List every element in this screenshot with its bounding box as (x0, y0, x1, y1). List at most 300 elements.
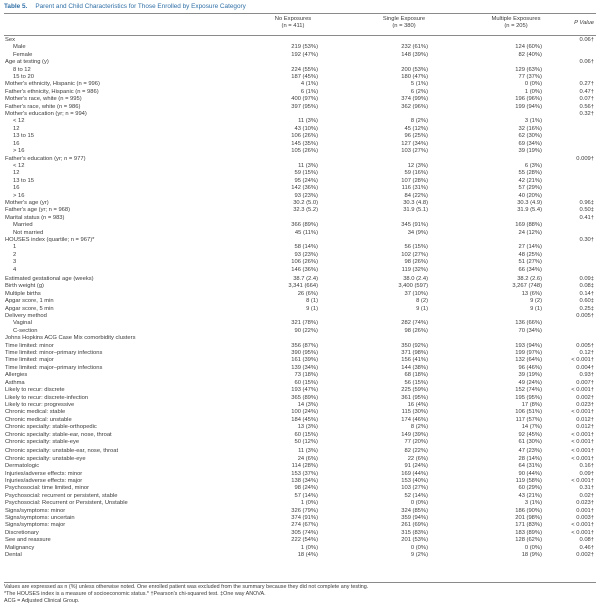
cell-no-exposures: 45 (11%) (294, 229, 318, 236)
cell-no-exposures: 305 (74%) (291, 529, 318, 536)
col-no-exposures-n: (n = 411) (281, 23, 305, 29)
cell-single-exposure: 52 (14%) (404, 492, 428, 499)
cell-single-exposure: 38.0 (2.4) (403, 276, 428, 282)
cell-single-exposure: 0 (0%) (410, 500, 428, 507)
cell-single-exposure: 30.3 (4.8) (403, 199, 428, 206)
table-row (0, 230, 600, 237)
cell-no-exposures: 193 (47%) (291, 387, 318, 394)
table-row (0, 306, 600, 313)
table-row (0, 350, 600, 357)
cell-no-exposures: 60 (15%) (294, 379, 318, 386)
cell-p-value: 0.06† (579, 59, 594, 66)
cell-no-exposures: 390 (95%) (291, 350, 318, 357)
cell-multiple-exposures: 90 (44%) (518, 470, 542, 477)
table-body (0, 37, 600, 559)
cell-single-exposure: 9 (1) (416, 305, 428, 312)
cell-p-value: 0.93† (579, 372, 594, 379)
cell-multiple-exposures: 62 (30%) (518, 133, 542, 140)
table-row (0, 178, 600, 185)
cell-multiple-exposures: 0 (0%) (524, 544, 542, 551)
table-row (0, 74, 600, 81)
table-row (0, 552, 600, 559)
cell-p-value: < 0.001† (571, 438, 594, 445)
table-row (0, 52, 600, 59)
cell-p-value: 0.023† (576, 401, 594, 408)
row-label: Mother's age (yr) (5, 199, 49, 206)
cell-p-value: 0.001† (576, 507, 594, 514)
table-row (0, 335, 600, 342)
cell-multiple-exposures: 60 (29%) (518, 485, 542, 492)
table-row (0, 298, 600, 305)
cell-no-exposures: 58 (14%) (294, 244, 318, 251)
cell-single-exposure: 77 (20%) (404, 438, 428, 445)
row-label: 2 (13, 251, 17, 258)
row-label: 3 (13, 259, 17, 266)
row-label: Chronic specialty: stable-orthopedic (5, 424, 97, 431)
cell-single-exposure: 282 (74%) (401, 320, 428, 327)
table-row (0, 185, 600, 192)
table-row (0, 395, 600, 402)
col-multiple-exposures-header (484, 16, 548, 30)
cell-no-exposures: 3,341 (664) (288, 283, 318, 290)
cell-multiple-exposures: 171 (83%) (515, 522, 542, 529)
table-row (0, 104, 600, 111)
row-label: Injuries/adverse effects: major (5, 477, 83, 484)
cell-no-exposures: 114 (28%) (291, 463, 318, 470)
cell-no-exposures: 8 (1) (306, 298, 318, 305)
table-row (0, 439, 600, 446)
table-row (0, 126, 600, 133)
cell-no-exposures: 26 (6%) (297, 290, 318, 297)
row-label: Multiple births (5, 290, 41, 297)
row-label: Chronic specialty: unstable-eye (5, 455, 86, 462)
table-row (0, 456, 600, 463)
cell-no-exposures: 192 (47%) (291, 51, 318, 58)
footnote-line: ACG = Adjusted Clinical Group. (4, 598, 80, 605)
row-label: Not married (13, 229, 44, 236)
cell-p-value: 0.07† (579, 96, 594, 103)
table-row (0, 81, 600, 88)
cell-single-exposure: 8 (2) (416, 298, 428, 305)
cell-no-exposures: 146 (36%) (291, 266, 318, 273)
cell-p-value: 0.08† (579, 537, 594, 544)
cell-multiple-exposures: 32 (16%) (518, 125, 542, 132)
cell-no-exposures: 100 (24%) (291, 409, 318, 416)
cell-multiple-exposures: 30.3 (4.9) (517, 199, 542, 206)
cell-single-exposure: 169 (44%) (401, 470, 428, 477)
cell-single-exposure: 31.9 (5.1) (403, 207, 428, 214)
cell-multiple-exposures: 27 (14%) (518, 244, 542, 251)
table-row (0, 372, 600, 379)
cell-single-exposure: 359 (94%) (401, 515, 428, 521)
cell-p-value: 0.50‡ (579, 207, 594, 214)
cell-single-exposure: 180 (47%) (401, 74, 428, 81)
cell-no-exposures: 222 (54%) (291, 537, 318, 544)
row-label: Married (13, 222, 33, 229)
row-label: 16 (13, 140, 20, 147)
table-row (0, 493, 600, 500)
cell-p-value: < 0.001† (571, 448, 594, 455)
row-label: Signs/symptoms: minor (5, 507, 66, 514)
cell-single-exposure: 56 (15%) (404, 379, 428, 386)
col-multiple-exposures-n: (n = 205) (504, 23, 528, 29)
col-multiple-exposures-title: Multiple Exposures (491, 16, 541, 22)
table-row (0, 44, 600, 51)
row-label: Likely to recur: discrete-infection (5, 394, 89, 401)
cell-p-value: 0.002† (576, 394, 594, 401)
cell-multiple-exposures: 14 (7%) (521, 424, 542, 431)
cell-multiple-exposures: 124 (60%) (515, 44, 542, 51)
table-row (0, 365, 600, 372)
cell-multiple-exposures: 64 (31%) (518, 463, 542, 470)
cell-no-exposures: 6 (1%) (300, 88, 318, 95)
row-label: Marital status (n = 983) (5, 214, 65, 221)
cell-multiple-exposures: 47 (23%) (518, 448, 542, 455)
row-label: Delivery method (5, 313, 47, 320)
cell-single-exposure: 350 (92%) (401, 342, 428, 349)
row-label: 1 (13, 244, 17, 251)
row-label: Likely to recur: discrete (5, 387, 65, 394)
table-row (0, 156, 600, 163)
col-single-exposure-title: Single Exposure (382, 16, 426, 22)
cell-no-exposures: 400 (97%) (291, 96, 318, 103)
row-label: Discretionary (5, 529, 39, 536)
row-label: Father's age (yr; n = 968) (5, 207, 71, 214)
cell-multiple-exposures: 49 (24%) (518, 379, 542, 386)
cell-p-value: < 0.001† (571, 529, 594, 536)
cell-multiple-exposures: 38.2 (2.6) (517, 276, 542, 282)
row-label: 16 (13, 185, 20, 192)
table-row (0, 207, 600, 214)
row-label: Female (13, 51, 33, 58)
cell-p-value: 0.02† (579, 492, 594, 499)
row-label: Father's education (yr; n = 977) (5, 155, 86, 162)
cell-multiple-exposures: 92 (45%) (518, 431, 542, 438)
table-row (0, 537, 600, 544)
cell-p-value: 0.47† (579, 88, 594, 95)
cell-multiple-exposures: 106 (51%) (515, 409, 542, 416)
row-label: Estimated gestational age (weeks) (5, 276, 94, 282)
cell-single-exposure: 12 (3%) (407, 162, 428, 169)
table-row (0, 515, 600, 522)
cell-single-exposure: 153 (40%) (401, 477, 428, 484)
cell-multiple-exposures: 199 (94%) (515, 103, 542, 110)
cell-no-exposures: 4 (1%) (300, 81, 318, 88)
row-label: Asthma (5, 379, 25, 386)
cell-no-exposures: 60 (15%) (294, 431, 318, 438)
cell-no-exposures: 43 (10%) (294, 125, 318, 132)
row-label: Injuries/adverse effects: minor (5, 470, 83, 477)
table-row (0, 111, 600, 118)
table-row (0, 313, 600, 320)
cell-single-exposure: 0 (0%) (410, 544, 428, 551)
cell-no-exposures: 321 (78%) (291, 320, 318, 327)
table-row (0, 471, 600, 478)
cell-multiple-exposures: 24 (12%) (518, 229, 542, 236)
row-label: Dermatologic (5, 463, 40, 470)
cell-multiple-exposures: 152 (74%) (515, 387, 542, 394)
cell-multiple-exposures: 39 (19%) (518, 372, 542, 379)
cell-p-value: 0.005† (576, 313, 594, 320)
cell-multiple-exposures: 9 (2) (530, 298, 542, 305)
row-label: Age at testing (y) (5, 59, 49, 66)
table-row (0, 432, 600, 439)
table-row (0, 328, 600, 335)
cell-single-exposure: 127 (34%) (401, 140, 428, 147)
cell-multiple-exposures: 69 (34%) (518, 140, 542, 147)
row-label: Signs/symptoms: uncertain (5, 515, 75, 521)
cell-no-exposures: 38.7 (2.4) (293, 276, 318, 282)
table-row (0, 485, 600, 492)
cell-multiple-exposures: 169 (88%) (515, 222, 542, 229)
row-label: Mother's ethnicity, Hispanic (n = 996) (5, 81, 100, 88)
table-row (0, 89, 600, 96)
cell-single-exposure: 102 (27%) (401, 251, 428, 258)
table-row (0, 276, 600, 283)
cell-multiple-exposures: 136 (66%) (515, 320, 542, 327)
row-label: Time limited: major–primary infections (5, 364, 103, 371)
cell-p-value: 0.25‡ (579, 305, 594, 312)
row-label: 13 to 15 (13, 133, 34, 140)
cell-p-value: < 0.001† (571, 455, 594, 462)
row-label: > 16 (13, 148, 25, 155)
table-row (0, 291, 600, 298)
table-row (0, 237, 600, 244)
footnote-line: Values are expressed as n (%) unless otherwise noted. One enrolled patient was excluded from the summary because they did not complete any testing. (4, 584, 369, 590)
cell-p-value: 0.56† (579, 103, 594, 110)
cell-single-exposure: 374 (99%) (401, 96, 428, 103)
table-row (0, 96, 600, 103)
cell-p-value: 0.004† (576, 364, 594, 371)
cell-multiple-exposures: 40 (20%) (518, 192, 542, 199)
cell-single-exposure: 115 (30%) (401, 409, 428, 416)
table-row (0, 37, 600, 44)
table-row (0, 448, 600, 455)
cell-single-exposure: 119 (32%) (401, 266, 428, 273)
cell-p-value: 0.012† (576, 416, 594, 423)
table-row (0, 343, 600, 350)
cell-single-exposure: 16 (4%) (407, 401, 428, 408)
row-label: Father's race, white (n = 986) (5, 103, 81, 110)
cell-multiple-exposures: 51 (27%) (518, 259, 542, 266)
table-row (0, 259, 600, 266)
cell-p-value: 0.30† (579, 236, 594, 243)
cell-multiple-exposures: 117 (57%) (515, 416, 542, 423)
row-label: Psychosocial: Recurrent or Persistent, Unstable (5, 500, 128, 507)
cell-p-value: < 0.001† (571, 431, 594, 438)
cell-no-exposures: 93 (23%) (294, 251, 318, 258)
row-label: Mother's education (yr; n = 994) (5, 111, 87, 118)
cell-no-exposures: 153 (37%) (291, 470, 318, 477)
cell-single-exposure: 9 (2%) (410, 552, 428, 559)
cell-p-value: 0.16† (579, 463, 594, 470)
cell-single-exposure: 149 (39%) (401, 431, 428, 438)
cell-p-value: < 0.001† (571, 387, 594, 394)
row-label: Male (13, 44, 26, 51)
cell-p-value: 0.023† (576, 500, 594, 507)
cell-no-exposures: 13 (3%) (297, 424, 318, 431)
table-row (0, 267, 600, 274)
table-row (0, 508, 600, 515)
cell-no-exposures: 187 (45%) (291, 74, 318, 81)
cell-single-exposure: 156 (41%) (401, 357, 428, 364)
cell-no-exposures: 106 (26%) (291, 133, 318, 140)
cell-no-exposures: 184 (45%) (291, 416, 318, 423)
cell-multiple-exposures: 82 (40%) (518, 51, 542, 58)
row-label: > 16 (13, 192, 25, 199)
row-label: Sex (5, 37, 15, 43)
cell-multiple-exposures: 199 (97%) (515, 350, 542, 357)
cell-single-exposure: 200 (53%) (401, 66, 428, 73)
cell-multiple-exposures: 70 (34%) (518, 327, 542, 334)
row-label: Time limited: major (5, 357, 54, 364)
cell-no-exposures: 142 (36%) (291, 185, 318, 192)
cell-multiple-exposures: 128 (62%) (515, 537, 542, 544)
table-row (0, 67, 600, 74)
cell-multiple-exposures: 196 (96%) (515, 96, 542, 103)
cell-p-value: 0.09‡ (579, 276, 594, 282)
cell-single-exposure: 232 (61%) (401, 44, 428, 51)
row-label: 8 to 12 (13, 66, 31, 73)
row-label: Signs/symptoms: major (5, 522, 66, 529)
cell-single-exposure: 45 (12%) (404, 125, 428, 132)
table-row (0, 170, 600, 177)
cell-no-exposures: 356 (87%) (291, 342, 318, 349)
row-label: Father's ethnicity, Hispanic (n = 986) (5, 88, 99, 95)
cell-no-exposures: 224 (55%) (291, 66, 318, 73)
row-label: 12 (13, 125, 20, 132)
table-row (0, 387, 600, 394)
cell-p-value: 0.32† (579, 111, 594, 118)
cell-single-exposure: 8 (2%) (410, 424, 428, 431)
cell-no-exposures: 11 (3%) (298, 162, 318, 169)
cell-multiple-exposures: 6 (3%) (524, 162, 542, 169)
cell-p-value: 0.003† (576, 515, 594, 521)
cell-multiple-exposures: 31.9 (5.4) (517, 207, 542, 214)
row-label: 4 (13, 266, 17, 273)
cell-single-exposure: 148 (39%) (401, 51, 428, 58)
cell-single-exposure: 103 (27%) (401, 148, 428, 155)
table-row (0, 222, 600, 229)
cell-no-exposures: 98 (24%) (294, 485, 318, 492)
cell-multiple-exposures: 195 (95%) (515, 394, 542, 401)
cell-single-exposure: 84 (22%) (404, 192, 428, 199)
col-no-exposures-title: No Exposures (274, 16, 312, 22)
cell-multiple-exposures: 193 (94%) (515, 342, 542, 349)
row-label: Likely to recur: progressive (5, 401, 75, 408)
cell-no-exposures: 1 (0%) (300, 544, 318, 551)
cell-single-exposure: 82 (22%) (404, 448, 428, 455)
table-row (0, 252, 600, 259)
cell-no-exposures: 1 (0%) (300, 500, 318, 507)
cell-p-value: 0.41† (579, 214, 594, 221)
row-label: < 12 (13, 162, 25, 169)
cell-no-exposures: 90 (22%) (294, 327, 318, 334)
cell-p-value: 0.46† (579, 544, 594, 551)
header-rule (4, 35, 596, 36)
cell-no-exposures: 219 (53%) (291, 44, 318, 51)
footnote-line: *The HOUSES index is a measure of socioeconomic status.* †Pearson's chi-squared test. ‡One way ANOVA. (4, 591, 266, 598)
row-label: Mother's race, white (n = 995) (5, 96, 82, 103)
cell-multiple-exposures: 28 (14%) (518, 455, 542, 462)
cell-no-exposures: 139 (34%) (291, 364, 318, 371)
cell-no-exposures: 57 (14%) (294, 492, 318, 499)
cell-p-value: 0.06† (579, 37, 594, 43)
row-label: Time limited: minor (5, 342, 54, 349)
cell-multiple-exposures: 132 (64%) (515, 357, 542, 364)
cell-single-exposure: 261 (69%) (401, 522, 428, 529)
row-label: Apgar score, 1 min (5, 298, 54, 305)
cell-single-exposure: 103 (27%) (401, 485, 428, 492)
cell-multiple-exposures: 77 (37%) (518, 74, 542, 81)
cell-no-exposures: 374 (91%) (291, 515, 318, 521)
row-label: Dental (5, 552, 22, 559)
col-single-exposure-header (376, 16, 432, 30)
row-label: C-section (13, 327, 38, 334)
cell-single-exposure: 174 (46%) (401, 416, 428, 423)
row-label: Apgar score, 5 min (5, 305, 54, 312)
cell-no-exposures: 366 (89%) (291, 222, 318, 229)
row-label: Psychosocial: recurrent or persistent, stable (5, 492, 118, 499)
table-header (0, 14, 600, 36)
table-footnotes (4, 584, 596, 606)
cell-no-exposures: 93 (23%) (294, 192, 318, 199)
cell-p-value: < 0.001† (571, 409, 594, 416)
cell-no-exposures: 95 (24%) (294, 177, 318, 184)
table-row (0, 545, 600, 552)
row-label: Birth weight (g) (5, 283, 44, 290)
cell-single-exposure: 59 (16%) (404, 170, 428, 177)
table-row (0, 141, 600, 148)
cell-no-exposures: 50 (12%) (294, 438, 318, 445)
table-row (0, 424, 600, 431)
cell-single-exposure: 324 (85%) (401, 507, 428, 514)
cell-single-exposure: 56 (15%) (404, 244, 428, 251)
cell-multiple-exposures: 129 (63%) (515, 66, 542, 73)
table-row (0, 409, 600, 416)
table-row (0, 463, 600, 470)
row-label: Chronic specialty: stable-ear, nose, throat (5, 431, 112, 438)
cell-single-exposure: 98 (26%) (404, 259, 428, 266)
cell-single-exposure: 315 (83%) (401, 529, 428, 536)
cell-multiple-exposures: 1 (0%) (524, 88, 542, 95)
cell-no-exposures: 106 (26%) (291, 259, 318, 266)
col-single-exposure-n: (n = 380) (392, 23, 416, 29)
cell-p-value: 0.012† (576, 424, 594, 431)
cell-multiple-exposures: 119 (58%) (515, 477, 542, 484)
bottom-rule (4, 582, 596, 583)
cell-single-exposure: 22 (6%) (407, 455, 428, 462)
cell-no-exposures: 105 (26%) (291, 148, 318, 155)
cell-multiple-exposures: 48 (25%) (518, 251, 542, 258)
cell-multiple-exposures: 18 (9%) (521, 552, 542, 559)
row-label: < 12 (13, 118, 25, 125)
cell-single-exposure: 345 (91%) (401, 222, 428, 229)
cell-single-exposure: 6 (2%) (410, 88, 428, 95)
table-row (0, 193, 600, 200)
cell-no-exposures: 365 (89%) (291, 394, 318, 401)
cell-single-exposure: 371 (98%) (401, 350, 428, 357)
cell-p-value: 0.09† (579, 470, 594, 477)
cell-single-exposure: 8 (2%) (410, 118, 428, 125)
row-label: Chronic specialty: stable-eye (5, 438, 80, 445)
table-row (0, 215, 600, 222)
cell-no-exposures: 32.3 (5.2) (293, 207, 318, 214)
cell-multiple-exposures: 3 (1%) (524, 500, 542, 507)
cell-single-exposure: 144 (38%) (401, 364, 428, 371)
table-row (0, 357, 600, 364)
cell-single-exposure: 96 (25%) (404, 133, 428, 140)
